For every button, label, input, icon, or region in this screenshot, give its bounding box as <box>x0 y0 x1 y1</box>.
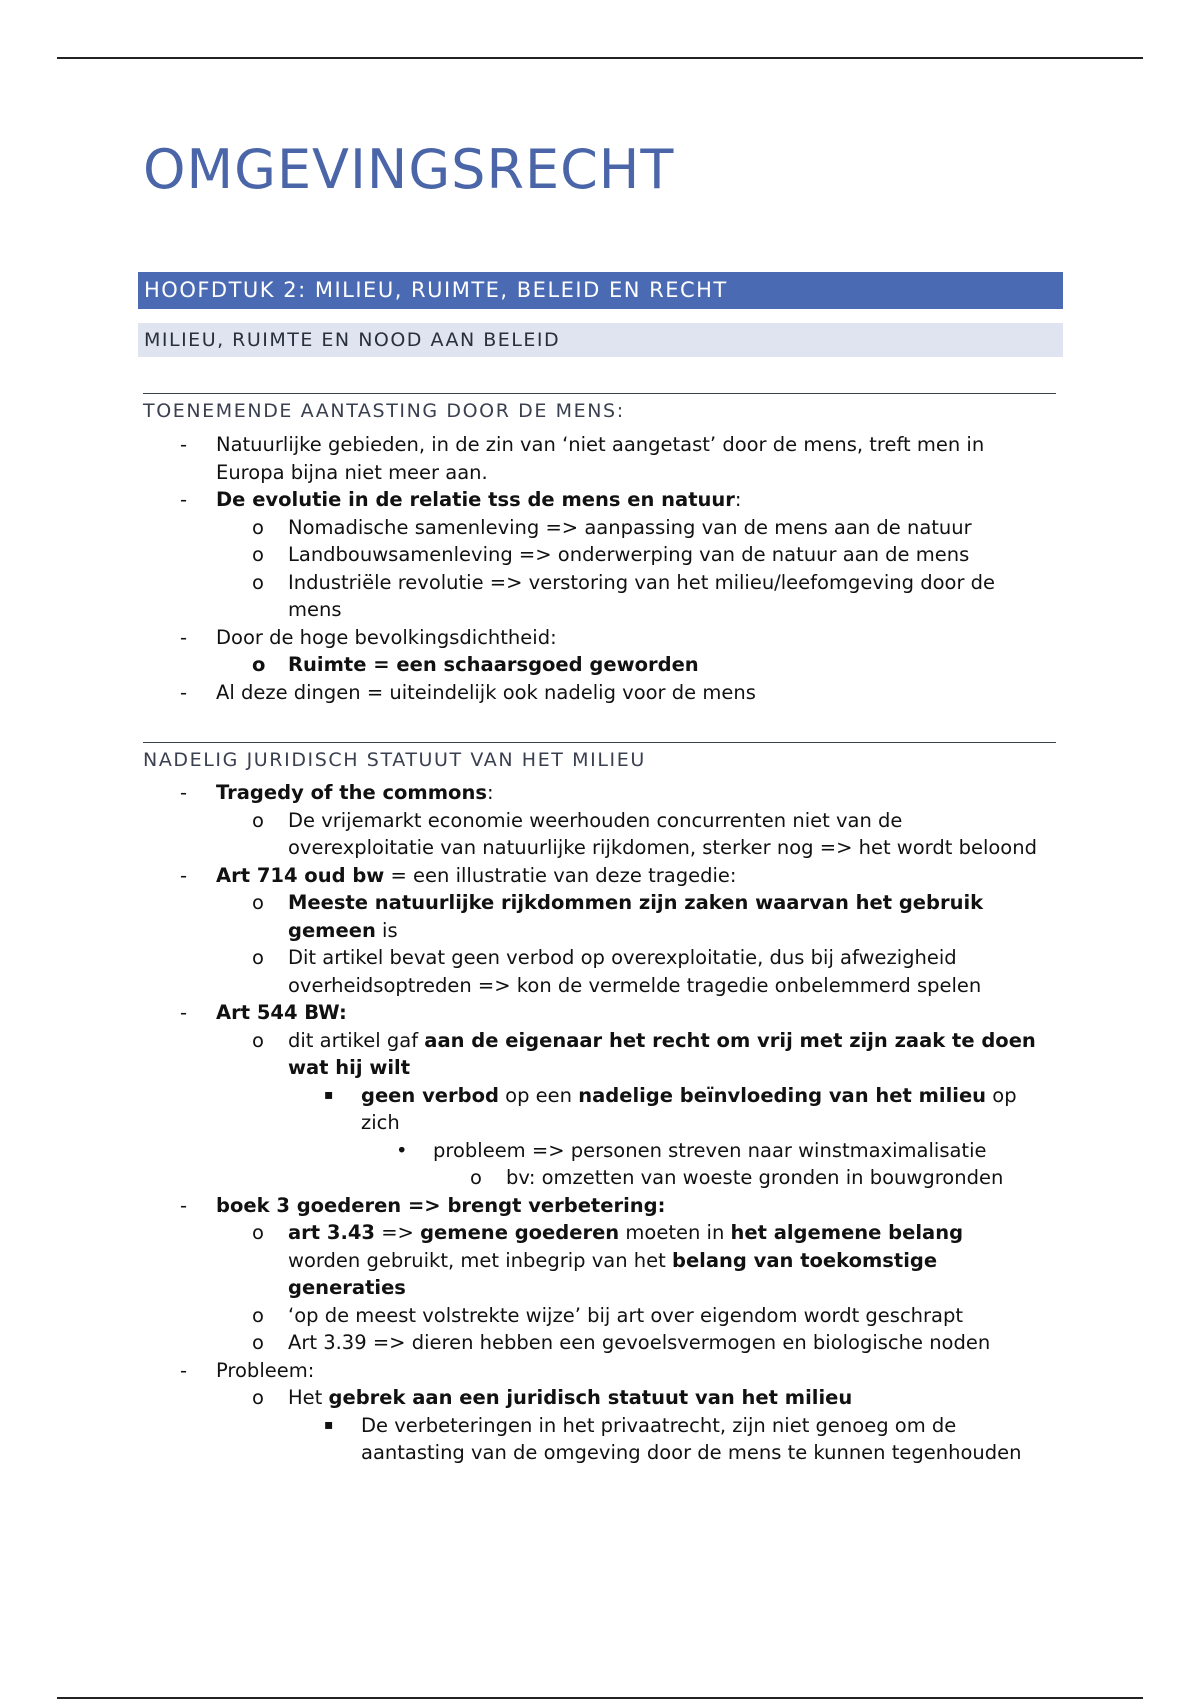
circle-marker: o <box>252 1221 264 1244</box>
list-item: o Dit artikel bevat geen verbod op overexploitatie, dus bij afwezigheid overheidsoptreden => kon de vermelde tragedie onbelemmerd spelen <box>252 946 982 997</box>
list-statuut <box>0 779 1200 1467</box>
list-item: - Tragedy of the commons: <box>0 779 1200 807</box>
square-marker: ▪ <box>324 1416 334 1433</box>
list-item: o Het gebrek aan een juridisch statuut van het milieu <box>0 1384 1200 1412</box>
list-item: o Landbouwsamenleving => onderwerping van de natuur aan de mens <box>0 541 1200 569</box>
dash-marker: - <box>180 433 188 456</box>
bottom-rule <box>57 1697 1143 1699</box>
circle-marker: o <box>252 1331 264 1354</box>
dash-marker: - <box>180 863 188 887</box>
dash-marker: - <box>180 1193 188 1217</box>
square-marker: ▪ <box>324 1086 334 1103</box>
circle-marker: o <box>470 1166 482 1189</box>
circle-marker: o <box>252 543 264 566</box>
list-item: - boek 3 goederen => brengt verbetering: <box>0 1192 1200 1220</box>
list-item: - Natuurlijke gebieden, in de zin van ‘niet aangetast’ door de mens, treft men in Europa bijna niet meer aan. <box>180 433 985 484</box>
list-item: o art 3.43 => gemene goederen moeten in het algemene belang worden gebruikt, met inbegrip van het belang van toekomstige generaties <box>252 1221 964 1299</box>
circle-marker: o <box>252 1303 264 1327</box>
list-item: o Art 3.39 => dieren hebben een gevoelsvermogen en biologische noden <box>0 1329 1200 1357</box>
circle-marker: o <box>252 891 264 914</box>
list-item: - De evolutie in de relatie tss de mens en natuur: <box>0 486 1200 514</box>
list-item: - Probleem: <box>0 1357 1200 1385</box>
dash-marker: - <box>180 1358 188 1382</box>
section-heading: MILIEU, RUIMTE EN NOOD AAN BELEID <box>138 323 1063 357</box>
list-item: o bv: omzetten van woeste gronden in bouwgronden <box>0 1164 1200 1192</box>
dash-marker: - <box>180 680 188 704</box>
subheading-aantasting: TOENEMENDE AANTASTING DOOR DE MENS: <box>143 393 1056 422</box>
bullet-marker: • <box>396 1138 408 1162</box>
circle-marker: o <box>252 808 264 832</box>
dash-marker: - <box>180 625 188 649</box>
list-item: o Nomadische samenleving => aanpassing van de mens aan de natuur <box>0 514 1200 542</box>
list-item: - Art 714 oud bw = een illustratie van deze tragedie: <box>0 862 1200 890</box>
circle-marker: o <box>252 1386 264 1409</box>
dash-marker: - <box>180 781 188 804</box>
circle-marker: o <box>252 1028 264 1052</box>
document-title: OMGEVINGSRECHT <box>143 138 675 201</box>
dash-marker: - <box>180 1001 188 1024</box>
list-item: o ‘op de meest volstrekte wijze’ bij art over eigendom wordt geschrapt <box>0 1302 1200 1330</box>
list-item: - Art 544 BW: <box>0 999 1200 1027</box>
circle-marker: o <box>252 570 264 594</box>
list-item: ▪ De verbeteringen in het privaatrecht, zijn niet genoeg om de aantasting van de omgeving door de mens te kunnen tegenhouden <box>324 1413 1022 1464</box>
dash-marker: - <box>180 488 188 511</box>
list-item: o De vrijemarkt economie weerhouden concurrenten niet van de overexploitatie van natuurlijke rijkdomen, sterker nog => het wordt beloond <box>252 808 1037 859</box>
list-item: - Door de hoge bevolkingsdichtheid: <box>0 624 1200 652</box>
circle-marker: o <box>252 653 266 676</box>
circle-marker: o <box>252 946 264 969</box>
circle-marker: o <box>252 515 264 539</box>
list-item: o Ruimte = een schaarsgoed geworden <box>0 651 1200 679</box>
list-item: o dit artikel gaf aan de eigenaar het recht om vrij met zijn zaak te doen wat hij wilt <box>252 1028 1036 1079</box>
list-item: o Meeste natuurlijke rijkdommen zijn zaken waarvan het gebruik gemeen is <box>252 891 984 942</box>
list-item: o Industriële revolutie => verstoring van het milieu/leefomgeving door de mens <box>252 570 996 621</box>
list-item: • probleem => personen streven naar winstmaximalisatie <box>0 1137 1200 1165</box>
chapter-heading: HOOFDTUK 2: MILIEU, RUIMTE, BELEID EN RECHT <box>138 272 1063 309</box>
list-item: ▪ geen verbod op een nadelige beïnvloeding van het milieu op zich <box>324 1083 1017 1134</box>
list-item: - Al deze dingen = uiteindelijk ook nadelig voor de mens <box>0 679 1200 707</box>
list-aantasting <box>0 431 1200 706</box>
top-rule <box>57 57 1143 59</box>
subheading-statuut: NADELIG JURIDISCH STATUUT VAN HET MILIEU <box>143 742 1056 771</box>
